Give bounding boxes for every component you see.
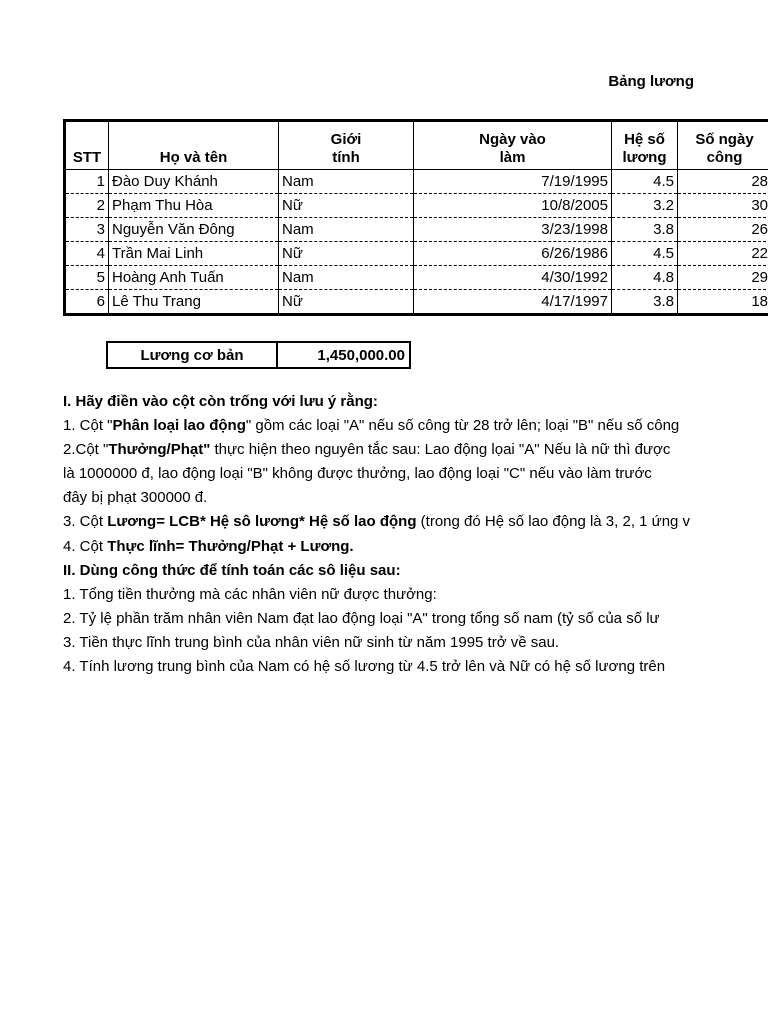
cell-salary-coef[interactable]: 3.2 — [612, 194, 678, 218]
header-stt[interactable]: STT — [65, 121, 109, 170]
cell-salary-coef[interactable]: 4.5 — [612, 242, 678, 266]
cell-name[interactable]: Hoàng Anh Tuấn — [109, 266, 279, 290]
cell-work-days[interactable]: 22 — [678, 242, 768, 266]
cell-stt[interactable]: 5 — [65, 266, 109, 290]
cell-salary-coef[interactable]: 3.8 — [612, 290, 678, 315]
section-heading-2[interactable]: II. Dùng công thức để tính toán các sô liệu sau: — [63, 561, 401, 579]
cell-name[interactable]: Lê Thu Trang — [109, 290, 279, 315]
instruction-line[interactable]: 4. Cột Thực lĩnh= Thưởng/Phạt + Lương. — [63, 537, 354, 555]
cell-gender[interactable]: Nữ — [279, 290, 414, 315]
table-row — [65, 290, 768, 315]
cell-name[interactable]: Phạm Thu Hòa — [109, 194, 279, 218]
cell-stt[interactable]: 3 — [65, 218, 109, 242]
instruction-line[interactable]: 1. Cột "Phân loại lao động" gồm các loại "A" nếu số công từ 28 trở lên; loại "B" nếu số công — [63, 417, 680, 435]
header-gender[interactable]: Giới tính — [279, 121, 414, 170]
cell-start-date[interactable]: 10/8/2005 — [414, 194, 612, 218]
cell-stt[interactable]: 6 — [65, 290, 109, 315]
cell-stt[interactable]: 2 — [65, 194, 109, 218]
table-header-row — [65, 121, 768, 170]
header-start-date[interactable]: Ngày vào làm — [414, 121, 612, 170]
cell-work-days[interactable]: 29 — [678, 266, 768, 290]
instructions — [63, 390, 703, 679]
cell-salary-coef[interactable]: 4.8 — [612, 266, 678, 290]
base-salary-label[interactable]: Lương cơ bản — [107, 342, 277, 368]
cell-gender[interactable]: Nam — [279, 170, 414, 194]
cell-start-date[interactable]: 4/17/1997 — [414, 290, 612, 315]
cell-name[interactable]: Nguyễn Văn Đông — [109, 218, 279, 242]
header-salary-coef[interactable]: Hệ số lương — [612, 121, 678, 170]
salary-table — [63, 119, 768, 316]
table-row — [65, 194, 768, 218]
cell-name[interactable]: Trần Mai Linh — [109, 242, 279, 266]
cell-salary-coef[interactable]: 3.8 — [612, 218, 678, 242]
instruction-line[interactable]: đây bị phạt 300000 đ. — [63, 489, 208, 507]
instruction-line[interactable]: 1. Tổng tiền thưởng mà các nhân viên nữ được thưởng: — [63, 585, 437, 603]
base-salary-value[interactable]: 1,450,000.00 — [277, 342, 410, 368]
table-row — [65, 266, 768, 290]
instruction-line[interactable]: là 1000000 đ, lao động loại "B" không được thưởng, lao động loại "C" nếu vào làm trước — [63, 465, 652, 483]
instruction-line[interactable]: 3. Tiền thực lĩnh trung bình của nhân viên nữ sinh từ năm 1995 trở về sau. — [63, 633, 560, 651]
instruction-line[interactable]: 3. Cột Lương= LCB* Hệ sô lương* Hệ số lao động (trong đó Hệ số lao động là 3, 2, 1 ứng v — [63, 513, 691, 531]
base-salary-box — [106, 341, 411, 369]
header-work-days[interactable]: Số ngày công — [678, 121, 768, 170]
cell-work-days[interactable]: 26 — [678, 218, 768, 242]
cell-salary-coef[interactable]: 4.5 — [612, 170, 678, 194]
table-row — [65, 218, 768, 242]
cell-gender[interactable]: Nam — [279, 218, 414, 242]
cell-gender[interactable]: Nam — [279, 266, 414, 290]
table-row — [65, 170, 768, 194]
cell-stt[interactable]: 4 — [65, 242, 109, 266]
cell-gender[interactable]: Nữ — [279, 194, 414, 218]
sheet-title: Bảng lương — [608, 73, 694, 90]
cell-work-days[interactable]: 28 — [678, 170, 768, 194]
cell-work-days[interactable]: 18 — [678, 290, 768, 315]
cell-start-date[interactable]: 3/23/1998 — [414, 218, 612, 242]
section-heading-1[interactable]: I. Hãy điền vào cột còn trống với lưu ý rằng: — [63, 393, 378, 410]
cell-start-date[interactable]: 6/26/1986 — [414, 242, 612, 266]
cell-stt[interactable]: 1 — [65, 170, 109, 194]
instruction-line[interactable]: 4. Tính lương trung bình của Nam có hệ số lương từ 4.5 trở lên và Nữ có hệ số lương trên — [63, 658, 666, 676]
table-row — [65, 242, 768, 266]
instruction-line[interactable]: 2. Tỷ lệ phần trăm nhân viên Nam đạt lao động loại "A" trong tổng số nam (tỷ số của số lư — [63, 609, 660, 627]
instruction-line[interactable]: 2.Cột "Thưởng/Phạt" thực hiện theo nguyên tắc sau: Lao động lọai "A" Nếu là nữ thì được — [63, 441, 671, 459]
cell-work-days[interactable]: 30 — [678, 194, 768, 218]
base-salary-row — [107, 342, 410, 368]
cell-name[interactable]: Đào Duy Khánh — [109, 170, 279, 194]
cell-start-date[interactable]: 4/30/1992 — [414, 266, 612, 290]
cell-gender[interactable]: Nữ — [279, 242, 414, 266]
header-name[interactable]: Họ và tên — [109, 121, 279, 170]
cell-start-date[interactable]: 7/19/1995 — [414, 170, 612, 194]
